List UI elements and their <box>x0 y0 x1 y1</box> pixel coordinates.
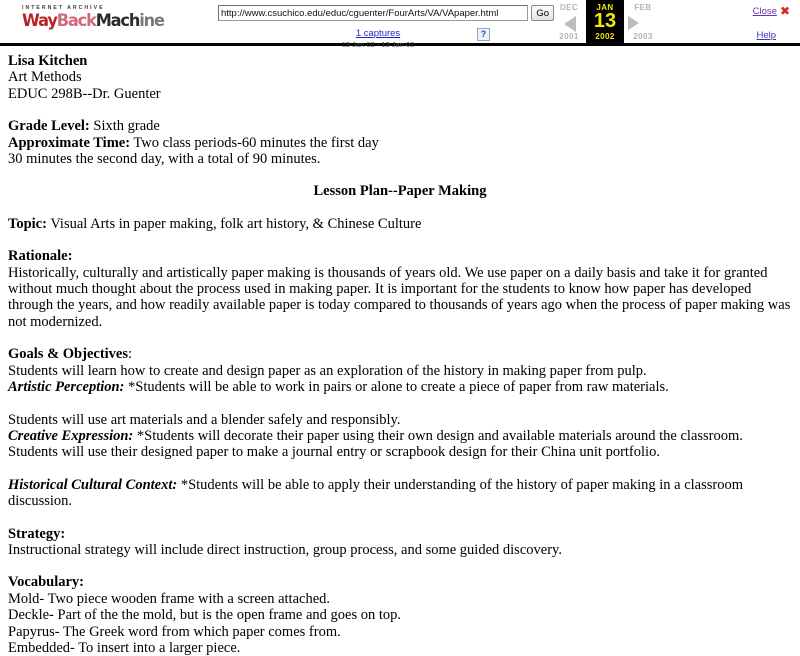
topic-label: Topic: <box>8 215 47 232</box>
wayback-logo[interactable] <box>22 5 202 30</box>
goals-heading-colon: : <box>128 346 133 363</box>
approximate-time-label: Approximate Time: <box>8 134 131 151</box>
creative-expression-label: Creative Expression: <box>8 427 134 444</box>
artistic-perception-line <box>8 379 792 395</box>
safety-body: Students will use art materials and a blender safely and responsibly. <box>8 411 401 428</box>
vocabulary-item: Papyrus- The Greek word from which paper comes from. <box>8 623 341 640</box>
captures-block <box>278 24 478 49</box>
logo-back-text: Back <box>56 11 96 31</box>
prev-month-label[interactable]: DEC <box>559 3 579 12</box>
approximate-time-line <box>8 135 792 151</box>
url-input[interactable] <box>218 5 528 21</box>
prev-arrow-icon[interactable] <box>564 16 576 32</box>
go-button[interactable]: Go <box>531 5 554 21</box>
spacer <box>8 167 792 183</box>
selected-month-label: JAN <box>596 3 614 12</box>
logo-mach-text: Mach <box>95 11 140 31</box>
spacer <box>8 510 792 526</box>
historical-context-label: Historical Cultural Context: <box>8 476 178 493</box>
close-link[interactable]: Close <box>752 6 777 17</box>
selected-day-label[interactable]: 13 <box>593 10 617 32</box>
vocabulary-heading: Vocabulary: <box>8 574 84 591</box>
next-month-label[interactable]: FEB <box>634 3 652 12</box>
date-navigator <box>552 0 666 46</box>
spacer <box>8 558 792 574</box>
approximate-time-line2: 30 minutes the second day, with a total of 90 minutes. <box>8 151 321 168</box>
historical-context-body: *Students will be able to apply their understanding of the history of paper making in a classroom discussion. <box>8 476 743 510</box>
spacer <box>8 461 792 477</box>
spacer <box>8 200 792 216</box>
vocabulary-item: Embedded- To insert into a larger piece. <box>8 639 241 656</box>
goals-body: Students will learn how to create and design paper as an exploration of the history in making paper from pulp. <box>8 362 647 379</box>
historical-context-line <box>8 477 792 510</box>
author-name: Lisa Kitchen <box>8 53 88 69</box>
grade-level-line <box>8 118 792 134</box>
internet-archive-label: INTERNET ARCHIVE <box>22 5 105 11</box>
grade-level-label: Grade Level: <box>8 118 90 135</box>
rationale-heading: Rationale: <box>8 248 73 265</box>
close-x-icon[interactable]: ✖ <box>779 4 790 18</box>
artistic-perception-label: Artistic Perception: <box>8 379 125 396</box>
topic-value: Visual Arts in paper making, folk art history, & Chinese Culture <box>46 215 422 232</box>
spacer <box>8 232 792 248</box>
topic-line <box>8 216 792 232</box>
archived-page-content <box>0 46 800 656</box>
grade-level-value: Sixth grade <box>89 118 160 135</box>
prev-year-label[interactable]: 2001 <box>559 32 579 41</box>
strategy-heading: Strategy: <box>8 525 66 542</box>
logo-way-text: Way <box>22 11 57 31</box>
creative-expression-line <box>8 428 792 461</box>
wayback-machine-wordmark <box>22 13 193 30</box>
year-row <box>552 32 666 43</box>
url-bar <box>218 5 554 21</box>
question-mark-icon[interactable]: ? <box>477 28 490 41</box>
captures-date-range: 13 Jan 02 - 13 Jan 02 <box>341 40 415 49</box>
wayback-toolbar <box>0 0 800 49</box>
close-control[interactable] <box>753 4 790 18</box>
spacer <box>8 330 792 346</box>
course-code: EDUC 298B--Dr. Guenter <box>8 85 161 102</box>
vocabulary-item: Mold- Two piece wooden frame with a screen attached. <box>8 590 331 607</box>
vocabulary-item: Deckle- Part of the the mold, but is the open frame and goes on top. <box>8 607 402 624</box>
next-arrow-icon[interactable] <box>628 16 639 30</box>
goals-heading-text: Goals & Objectives <box>8 346 129 363</box>
rationale-body: Historically, culturally and artistically paper making is thousands of years old. We use paper on a daily basis and take it for granted without much thought about the process used in making paper. It is important for the students to know how paper has developed through the years, and how readily available paper is today compared to thousands of years ago when the process of paper making was not modernized. <box>8 264 791 330</box>
creative-expression-body: *Students will decorate their paper using their own design and available materials around the classroom. Students will use their designed paper to make a journal entry or scrapbook design for their China unit portfolio. <box>8 427 743 461</box>
selected-year-label: 2002 <box>595 32 615 41</box>
logo-ine-text: ine <box>139 11 164 31</box>
captures-link[interactable]: 1 captures <box>355 28 401 39</box>
page-title: Lesson Plan--Paper Making <box>313 183 487 200</box>
next-year-label[interactable]: 2003 <box>633 32 653 41</box>
artistic-perception-body: *Students will be able to work in pairs or alone to create a piece of paper from raw materials. <box>124 379 669 396</box>
course-name: Art Methods <box>8 69 82 86</box>
spacer <box>8 396 792 412</box>
approximate-time-value: Two class periods-60 minutes the first day <box>130 134 379 151</box>
help-link[interactable]: Help <box>756 30 776 41</box>
spacer <box>8 102 792 118</box>
goals-heading <box>8 346 792 362</box>
strategy-body: Instructional strategy will include direct instruction, group process, and some guided discovery. <box>8 541 562 558</box>
